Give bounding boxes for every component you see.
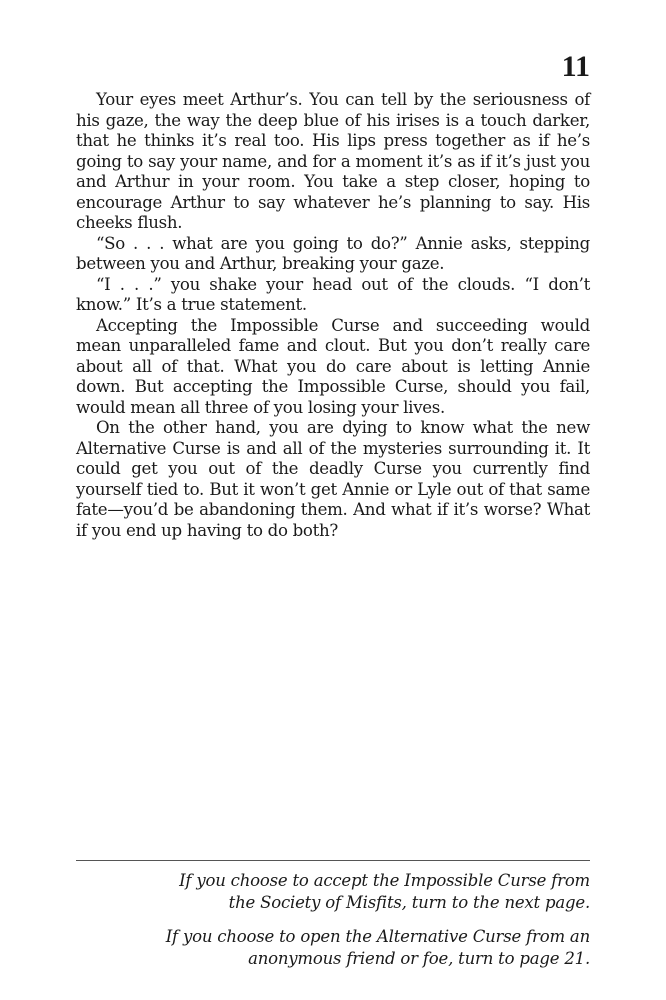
choice-accept-curse: If you choose to accept the Impossible Curse from the Society of Misfits, turn to the next page.	[179, 871, 590, 912]
story-paragraph: “So . . . what are you going to do?” Annie asks, stepping between you and Arthur, breaking your gaze.	[76, 233, 590, 273]
choice-open-alternative: If you choose to open the Alternative Curse from an anonymous friend or foe, turn to page 21.	[165, 927, 590, 968]
story-text	[76, 90, 590, 541]
story-paragraph: Accepting the Impossible Curse and succeeding would mean unparalleled fame and clout. But you don’t really care about all of that. What you do care about is letting Annie down. But accepting the Impossible Curse, should you fail, would mean all three of you losing your lives.	[76, 315, 590, 417]
page-number: 11	[561, 50, 590, 83]
choices-section	[160, 870, 590, 982]
story-paragraph: Your eyes meet Arthur’s. You can tell by the seriousness of his gaze, the way the deep blue of his irises is a touch darker, that he thinks it’s real too. His lips press together as if he’s going to say your name, and for a moment it’s as if it’s just you and Arthur in your room. You take a step closer, hoping to encourage Arthur to say whatever he’s planning to say. His cheeks flush.	[76, 90, 590, 232]
choices-divider	[76, 860, 590, 861]
story-paragraph: On the other hand, you are dying to know what the new Alternative Curse is and all of the mysteries surrounding it. It could get you out of the deadly Curse you currently find yourself tied to. But it won’t get Annie or Lyle out of that same fate—you’d be abandoning them. And what if it’s worse? What if you end up having to do both?	[76, 418, 590, 540]
story-paragraph: “I . . .” you shake your head out of the clouds. “I don’t know.” It’s a true statement.	[76, 274, 590, 314]
